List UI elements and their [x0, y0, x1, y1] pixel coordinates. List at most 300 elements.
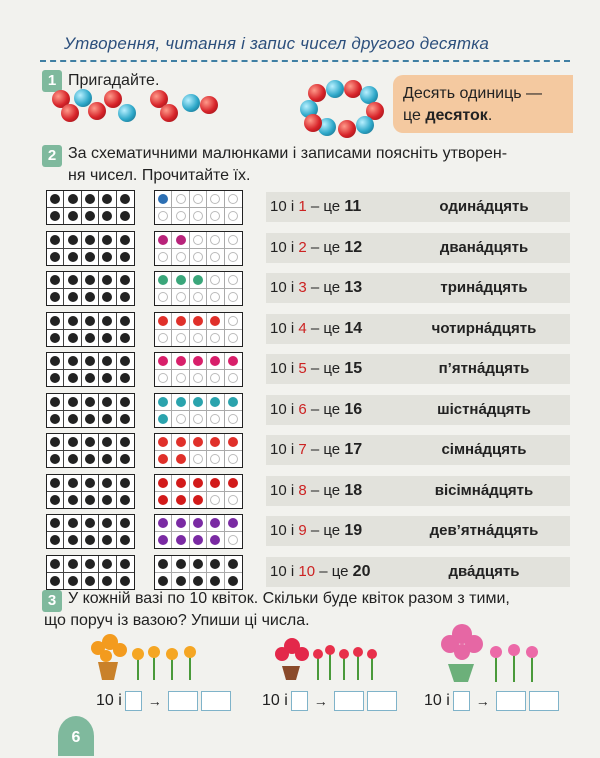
counter-dot: [68, 235, 78, 245]
counter-dot: [85, 252, 95, 262]
eq-result: 20: [352, 563, 371, 580]
eq-prefix: 10 і: [270, 360, 299, 377]
counter-dot: [50, 478, 60, 488]
eq-addend: 5: [298, 360, 307, 377]
number-word: сімна́дцять: [441, 441, 527, 458]
eq-prefix: 10 і: [270, 279, 299, 296]
counter-dot: [210, 397, 220, 407]
counter-dot: [50, 194, 60, 204]
empty-dot: [176, 333, 186, 343]
equation: [270, 516, 395, 546]
counter-dot: [85, 518, 95, 528]
counter-dot: [68, 211, 78, 221]
counter-dot: [102, 518, 112, 528]
task2-prompt-line1: За схематичними малюнками і записами поясніть утворен-: [68, 145, 508, 162]
counter-dot: [176, 437, 186, 447]
counter-dot: [120, 356, 130, 366]
counter-dot: [102, 235, 112, 245]
number-word: дев’ятна́дцять: [429, 522, 539, 539]
ten-frame-partial: [154, 514, 243, 549]
ten-frame-full: [46, 433, 135, 468]
equation: [270, 395, 395, 425]
counter-dot: [85, 559, 95, 569]
eq-prefix: 10 і: [270, 522, 299, 539]
counter-dot: [68, 356, 78, 366]
counter-dot: [120, 414, 130, 424]
counter-dot: [50, 252, 60, 262]
counter-dot: [50, 333, 60, 343]
eq-result: 16: [344, 401, 363, 418]
counter-dot: [102, 495, 112, 505]
counter-dot: [68, 559, 78, 569]
eq-result: 12: [344, 239, 363, 256]
counter-dot: [102, 559, 112, 569]
counter-dot: [102, 275, 112, 285]
task2-number: 2: [42, 145, 62, 167]
counter-dot: [176, 518, 186, 528]
answer-box-tens-1[interactable]: [168, 691, 198, 711]
counter-dot: [102, 211, 112, 221]
counter-dot: [102, 414, 112, 424]
expr-label: 10 і: [96, 692, 122, 709]
counter-dot: [50, 535, 60, 545]
task3-number: 3: [42, 590, 62, 612]
answer-box-tens-3[interactable]: [496, 691, 526, 711]
task3-prompt-line1: У кожній вазі по 10 квіток. Скільки буде квіток разом з тими,: [68, 590, 510, 607]
counter-dot: [228, 478, 238, 488]
eq-prefix: 10 і: [270, 239, 299, 256]
empty-dot: [228, 292, 238, 302]
task2-prompt-line2: ня чисел. Прочитайте їх.: [68, 167, 251, 184]
eq-addend: 8: [298, 482, 307, 499]
counter-dot: [50, 559, 60, 569]
ten-frame-partial: [154, 271, 243, 306]
number-word: одина́дцять: [439, 198, 529, 215]
counter-dot: [193, 356, 203, 366]
number-word: двана́дцять: [439, 239, 529, 256]
counter-dot: [50, 576, 60, 586]
eq-addend: 4: [298, 320, 307, 337]
counter-dot: [85, 356, 95, 366]
counter-dot: [68, 397, 78, 407]
empty-dot: [176, 292, 186, 302]
counter-dot: [50, 292, 60, 302]
empty-dot: [210, 211, 220, 221]
counter-dot: [120, 454, 130, 464]
counter-dot: [193, 559, 203, 569]
eq-middle: – це: [306, 401, 345, 418]
ten-frame-partial: [154, 474, 243, 509]
counter-dot: [176, 495, 186, 505]
counter-dot: [102, 356, 112, 366]
counter-dot: [68, 333, 78, 343]
counter-dot: [68, 437, 78, 447]
section-title: Утворення, читання і запис чисел другого десятка: [64, 34, 490, 53]
eq-addend: 2: [298, 239, 307, 256]
counter-dot: [85, 478, 95, 488]
counter-dot: [68, 518, 78, 528]
empty-dot: [210, 373, 220, 383]
eq-prefix: 10 і: [270, 563, 299, 580]
ten-ones-callout: [393, 75, 573, 133]
empty-dot: [158, 292, 168, 302]
empty-dot: [193, 373, 203, 383]
empty-dot: [193, 414, 203, 424]
eq-middle: – це: [306, 279, 345, 296]
eq-addend: 1: [298, 198, 307, 215]
counter-dot: [193, 518, 203, 528]
beads-row: [52, 86, 212, 126]
counter-dot: [228, 518, 238, 528]
eq-prefix: 10 і: [270, 441, 299, 458]
counter-dot: [158, 518, 168, 528]
counter-dot: [228, 559, 238, 569]
counter-dot: [120, 316, 130, 326]
counter-dot: [50, 397, 60, 407]
eq-result: 15: [344, 360, 363, 377]
arrow-icon: →: [313, 693, 328, 709]
equation: [270, 192, 395, 222]
counter-dot: [85, 333, 95, 343]
eq-middle: – це: [306, 360, 345, 377]
counter-dot: [85, 437, 95, 447]
empty-dot: [176, 211, 186, 221]
counter-dot: [68, 495, 78, 505]
answer-box-ones-1[interactable]: [201, 691, 231, 711]
eq-result: 17: [344, 441, 363, 458]
empty-dot: [193, 235, 203, 245]
counter-dot: [120, 495, 130, 505]
empty-dot: [228, 316, 238, 326]
counter-dot: [85, 235, 95, 245]
counter-dot: [68, 576, 78, 586]
arrow-icon: →: [147, 693, 162, 709]
counter-dot: [120, 437, 130, 447]
answer-box-ones-2[interactable]: [367, 691, 397, 711]
ten-frame-full: [46, 393, 135, 428]
counter-dot: [193, 478, 203, 488]
counter-dot: [158, 454, 168, 464]
eq-prefix: 10 і: [270, 198, 299, 215]
counter-dot: [158, 414, 168, 424]
counter-dot: [158, 235, 168, 245]
counter-dot: [193, 316, 203, 326]
counter-dot: [210, 316, 220, 326]
counter-dot: [50, 275, 60, 285]
ten-frame-full: [46, 514, 135, 549]
counter-dot: [176, 535, 186, 545]
counter-dot: [228, 576, 238, 586]
counter-dot: [50, 235, 60, 245]
eq-addend: 9: [298, 522, 307, 539]
expr-label: 10 і: [262, 692, 288, 709]
answer-box-ones-3[interactable]: [529, 691, 559, 711]
empty-dot: [176, 414, 186, 424]
empty-dot: [228, 235, 238, 245]
ten-frame-full: [46, 352, 135, 387]
empty-dot: [210, 495, 220, 505]
counter-dot: [68, 373, 78, 383]
empty-dot: [176, 373, 186, 383]
ten-frame-partial: [154, 433, 243, 468]
eq-result: 19: [344, 522, 363, 539]
counter-dot: [68, 454, 78, 464]
empty-dot: [210, 235, 220, 245]
empty-dot: [228, 252, 238, 262]
bead-ring: [300, 80, 382, 136]
page-number: 6: [58, 716, 94, 756]
ten-frame-partial: [154, 231, 243, 266]
ten-frame-full: [46, 190, 135, 225]
empty-dot: [158, 252, 168, 262]
empty-dot: [228, 535, 238, 545]
expr-label: 10 і: [424, 692, 450, 709]
empty-dot: [210, 292, 220, 302]
counter-dot: [158, 275, 168, 285]
equation: [270, 435, 395, 465]
equation: [270, 476, 395, 506]
counter-dot: [85, 397, 95, 407]
counter-dot: [85, 576, 95, 586]
counter-dot: [68, 194, 78, 204]
counter-dot: [210, 535, 220, 545]
counter-dot: [120, 211, 130, 221]
orange-flowers-illustration: [88, 632, 208, 682]
counter-dot: [85, 275, 95, 285]
equation: [270, 354, 395, 384]
task3-prompt-line2: що поруч із вазою? Упиши ці числа.: [44, 612, 310, 629]
counter-dot: [85, 454, 95, 464]
equation: [270, 557, 395, 587]
counter-dot: [228, 397, 238, 407]
answer-box-addend-2[interactable]: [291, 691, 308, 711]
equation: [270, 273, 395, 303]
counter-dot: [158, 194, 168, 204]
counter-dot: [176, 559, 186, 569]
empty-dot: [228, 275, 238, 285]
callout-prefix: це: [403, 107, 426, 124]
arrow-icon: →: [475, 693, 490, 709]
counter-dot: [50, 437, 60, 447]
counter-dot: [120, 397, 130, 407]
empty-dot: [228, 414, 238, 424]
ten-frame-partial: [154, 393, 243, 428]
task1-number: 1: [42, 70, 62, 92]
counter-dot: [210, 437, 220, 447]
counter-dot: [85, 316, 95, 326]
eq-result: 18: [344, 482, 363, 499]
counter-dot: [120, 252, 130, 262]
section-header: [40, 28, 570, 62]
eq-middle: – це: [306, 441, 345, 458]
counter-dot: [68, 414, 78, 424]
callout-line1: Десять одиниць —: [403, 85, 543, 102]
counter-dot: [210, 576, 220, 586]
counter-dot: [210, 518, 220, 528]
empty-dot: [193, 194, 203, 204]
counter-dot: [102, 316, 112, 326]
empty-dot: [158, 373, 168, 383]
counter-dot: [68, 275, 78, 285]
empty-dot: [228, 333, 238, 343]
number-word: трина́дцять: [440, 279, 528, 296]
counter-dot: [176, 316, 186, 326]
counter-dot: [158, 356, 168, 366]
eq-middle: – це: [306, 482, 345, 499]
counter-dot: [102, 454, 112, 464]
counter-dot: [210, 478, 220, 488]
equation: [270, 314, 395, 344]
pink-flowers-illustration: [440, 622, 550, 684]
counter-dot: [85, 211, 95, 221]
eq-prefix: 10 і: [270, 320, 299, 337]
answer-box-addend-1[interactable]: [125, 691, 142, 711]
counter-dot: [158, 397, 168, 407]
eq-addend: 10: [298, 563, 316, 580]
answer-box-tens-2[interactable]: [334, 691, 364, 711]
empty-dot: [210, 333, 220, 343]
ten-frame-partial: [154, 352, 243, 387]
counter-dot: [193, 535, 203, 545]
counter-dot: [50, 518, 60, 528]
counter-dot: [68, 252, 78, 262]
counter-dot: [85, 194, 95, 204]
counter-dot: [50, 495, 60, 505]
counter-dot: [102, 292, 112, 302]
counter-dot: [85, 495, 95, 505]
empty-dot: [193, 333, 203, 343]
ten-frame-partial: [154, 312, 243, 347]
counter-dot: [120, 194, 130, 204]
counter-dot: [68, 535, 78, 545]
counter-dot: [102, 576, 112, 586]
callout-line2: це десяток.: [403, 107, 493, 124]
answer-box-addend-3[interactable]: [453, 691, 470, 711]
eq-middle: – це: [315, 563, 353, 580]
counter-dot: [120, 535, 130, 545]
counter-dot: [193, 576, 203, 586]
counter-dot: [120, 478, 130, 488]
counter-dot: [102, 535, 112, 545]
counter-dot: [193, 437, 203, 447]
counter-dot: [120, 373, 130, 383]
counter-dot: [176, 576, 186, 586]
counter-dot: [120, 275, 130, 285]
counter-dot: [120, 518, 130, 528]
counter-dot: [176, 397, 186, 407]
counter-dot: [193, 397, 203, 407]
empty-dot: [210, 414, 220, 424]
eq-result: 13: [344, 279, 363, 296]
ten-frame-partial: [154, 555, 243, 590]
counter-dot: [85, 373, 95, 383]
counter-dot: [68, 478, 78, 488]
counter-dot: [158, 478, 168, 488]
counter-dot: [176, 454, 186, 464]
counter-dot: [120, 559, 130, 569]
counter-dot: [158, 535, 168, 545]
counter-dot: [158, 559, 168, 569]
counter-dot: [158, 316, 168, 326]
counter-dot: [176, 235, 186, 245]
counter-dot: [85, 535, 95, 545]
eq-prefix: 10 і: [270, 482, 299, 499]
empty-dot: [158, 333, 168, 343]
eq-middle: – це: [306, 239, 345, 256]
empty-dot: [193, 454, 203, 464]
counter-dot: [158, 437, 168, 447]
task1-prompt: Пригадайте.: [68, 72, 160, 89]
ten-frame-full: [46, 555, 135, 590]
empty-dot: [228, 495, 238, 505]
counter-dot: [228, 356, 238, 366]
counter-dot: [50, 316, 60, 326]
callout-bold-word: десяток: [425, 107, 488, 124]
counter-dot: [193, 495, 203, 505]
counter-dot: [176, 356, 186, 366]
empty-dot: [193, 252, 203, 262]
empty-dot: [210, 252, 220, 262]
eq-result: 14: [344, 320, 363, 337]
ten-frame-full: [46, 271, 135, 306]
counter-dot: [102, 373, 112, 383]
empty-dot: [176, 194, 186, 204]
empty-dot: [193, 292, 203, 302]
eq-result: 11: [344, 198, 362, 215]
counter-dot: [228, 437, 238, 447]
number-word: два́дцять: [448, 563, 520, 580]
empty-dot: [210, 275, 220, 285]
counter-dot: [120, 292, 130, 302]
empty-dot: [210, 194, 220, 204]
counter-dot: [68, 316, 78, 326]
counter-dot: [120, 235, 130, 245]
counter-dot: [85, 414, 95, 424]
empty-dot: [228, 194, 238, 204]
counter-dot: [102, 333, 112, 343]
number-word: п’ятна́дцять: [438, 360, 530, 377]
counter-dot: [50, 454, 60, 464]
ten-frame-partial: [154, 190, 243, 225]
ten-frame-full: [46, 231, 135, 266]
empty-dot: [193, 211, 203, 221]
ten-frame-full: [46, 474, 135, 509]
counter-dot: [50, 211, 60, 221]
red-flowers-illustration: [272, 632, 382, 682]
counter-dot: [102, 194, 112, 204]
counter-dot: [68, 292, 78, 302]
counter-dot: [120, 333, 130, 343]
empty-dot: [158, 211, 168, 221]
empty-dot: [228, 373, 238, 383]
counter-dot: [210, 356, 220, 366]
counter-dot: [102, 437, 112, 447]
counter-dot: [50, 373, 60, 383]
number-word: чотирна́дцять: [431, 320, 537, 337]
counter-dot: [158, 495, 168, 505]
eq-addend: 7: [298, 441, 307, 458]
counter-dot: [102, 252, 112, 262]
expression-1: [96, 691, 231, 711]
counter-dot: [102, 478, 112, 488]
eq-addend: 6: [298, 401, 307, 418]
counter-dot: [85, 292, 95, 302]
empty-dot: [176, 252, 186, 262]
empty-dot: [228, 211, 238, 221]
ten-frame-full: [46, 312, 135, 347]
expression-2: [262, 691, 397, 711]
counter-dot: [210, 559, 220, 569]
